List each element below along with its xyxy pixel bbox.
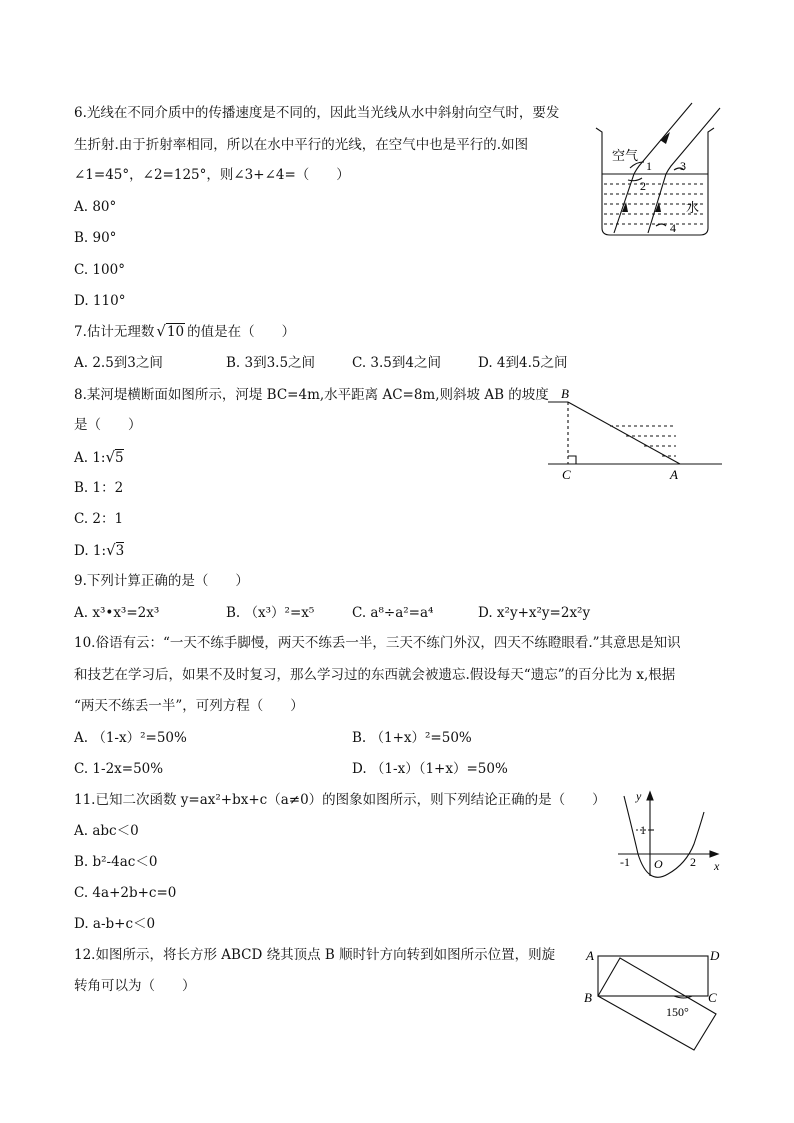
q6-angle-1: 1 [646,159,652,173]
q7-sqrt: √10 [156,322,185,340]
q6-beaker-figure [592,100,722,242]
q7-radicand: 10 [166,324,185,340]
q7-option-b: B. 3到3.5之间 [226,355,316,371]
q7-stem-prefix: 7.估计无理数 [74,324,155,340]
q8-embankment-figure [544,384,726,484]
q6-stem-line3: ∠1=45°，∠2=125°，则∠3+∠4=（ ） [74,167,350,183]
q6-air-label: 空气 [612,148,639,163]
q11-label-origin: O [654,857,663,871]
q12-stem-line2: 转角可以为（ ） [74,978,196,994]
q12-label-d: D [710,948,720,963]
q8-option-c: C. 2：1 [74,511,124,527]
q11-option-b: B. b²-4ac＜0 [74,854,158,870]
q8-option-d: D. 1:√3 [74,541,125,559]
q12-stem-line1: 12.如图所示，将长方形 ABCD 绕其顶点 B 顺时针方向转到如图所示位置，则旋 [74,947,556,963]
q9-option-c: C. a⁸÷a²=a⁴ [352,605,434,621]
q6-water-label: 水 [686,200,700,215]
q7-option-a: A. 2.5到3之间 [74,355,163,371]
q7-option-c: C. 3.5到4之间 [352,355,441,371]
q6-stem-line1: 6.光线在不同介质中的传播速度是不同的，因此当光线从水中斜射向空气时，要发 [74,105,560,121]
q11-parabola-figure [614,786,726,878]
q11-option-a: A. abc＜0 [74,823,139,839]
q6-angle-2: 2 [640,179,646,193]
q7-stem [74,322,295,341]
q11-option-d: D. a-b+c＜0 [74,916,156,932]
q6-option-d: D. 110° [74,293,126,309]
q10-option-c: C. 1-2x=50% [74,761,164,777]
q9-option-d: D. x²y+x²y=2x²y [478,605,591,621]
q10-stem-line2: 和技艺在学习后，如果不及时复习，那么学习过的东西就会被遗忘.假设每天“遗忘”的百分比为 x,根据 [74,667,676,683]
q12-angle-label: 150° [666,1005,689,1019]
q10-option-d: D. （1-x）（1+x）=50% [352,761,508,777]
q9-stem: 9.下列计算正确的是（ ） [74,573,249,589]
q9-option-a: A. x³•x³=2x³ [74,605,160,621]
q11-stem: 11.已知二次函数 y=ax²+bx+c（a≠0）的图象如图所示，则下列结论正确的是（ ） [74,792,606,808]
q6-option-c: C. 100° [74,262,125,278]
q6-angle-3: 3 [680,159,686,173]
q8-stem-line2: 是（ ） [74,417,142,433]
q12-label-b: B [584,990,592,1005]
q8-label-c: C [562,467,571,482]
q12-rectangle-figure [580,940,726,1052]
q8-label-a: A [670,467,678,482]
q8-label-b: B [561,386,569,401]
q10-option-a: A. （1-x）²=50% [74,730,187,746]
q6-stem-line2: 生折射.由于折射率相同，所以在水中平行的光线，在空气中也是平行的.如图 [74,137,529,153]
q8-option-b: B. 1：2 [74,480,124,496]
q8-stem-line1: 8.某河堤横断面如图所示，河堤 BC=4m,水平距离 AC=8m,则斜坡 AB 的坡度 [74,387,549,403]
q11-label-neg1: -1 [620,855,630,869]
q7-option-d: D. 4到4.5之间 [478,355,568,371]
q10-option-b: B. （1+x）²=50% [352,730,472,746]
q12-label-c: C [708,990,717,1005]
q7-stem-suffix: 的值是在（ ） [187,324,296,340]
q9-option-b: B. （x³）²=x⁵ [226,605,315,621]
q10-stem-line1: 10.俗语有云：“一天不练手脚慢，两天不练丢一半，三天不练门外汉，四天不练瞪眼看.”其意思是知识 [74,635,681,651]
q11-label-1: 1 [640,823,646,837]
q11-label-x: x [714,859,720,873]
q6-angle-4: 4 [670,221,676,235]
q8-option-a: A. 1:√5 [74,448,124,466]
q6-option-a: A. 80° [74,199,117,215]
q10-stem-line3: “两天不练丢一半”，可列方程（ ） [74,698,304,714]
q11-label-2: 2 [690,855,696,869]
q12-label-a: A [586,948,594,963]
q11-option-c: C. 4a+2b+c=0 [74,885,177,901]
q11-label-y: y [636,789,642,803]
q6-option-b: B. 90° [74,230,117,246]
